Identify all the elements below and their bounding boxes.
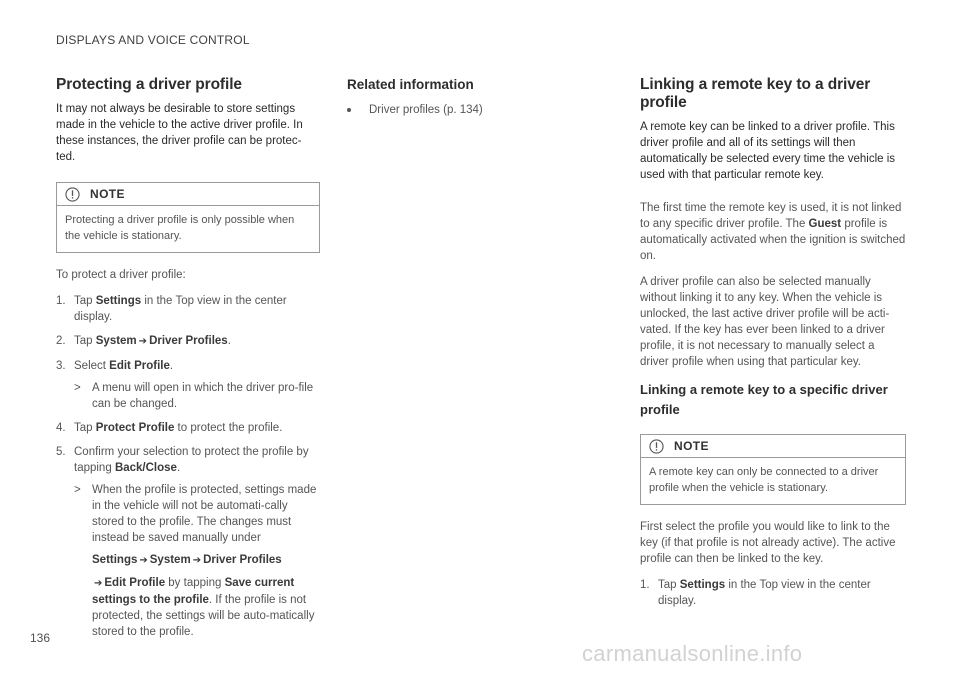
note-header [641, 435, 905, 458]
ui-term: Settings [92, 553, 138, 566]
step-text: . [227, 334, 231, 347]
page-number: 136 [30, 631, 51, 645]
step-text: Tap [658, 578, 680, 591]
note-title: NOTE [674, 439, 709, 454]
step-item [56, 420, 320, 436]
related-link[interactable]: Driver profiles (p. 134) [347, 102, 597, 118]
info-icon [65, 187, 80, 202]
step-text: . [176, 461, 181, 474]
ui-term: Back/Close [114, 461, 177, 474]
step-number: 5. [56, 445, 66, 458]
step-number: 1. [56, 294, 66, 307]
result-text: by tapping [165, 576, 225, 589]
body-text: The first time the remote key is used, it is not linked to any specific driver profile. The [640, 201, 902, 230]
step-number: 4. [56, 421, 66, 434]
body-paragraph: First select the profile you would like to link to the key (if that profile is not already active). The active profile can then be linked to the key. [640, 520, 896, 565]
step-text: Confirm your selection to protect the profile by tapping [74, 445, 309, 474]
column-related-information [347, 76, 597, 118]
result-marker: > [74, 483, 81, 496]
step-text: to protect the profile. [174, 421, 283, 434]
note-text: A remote key can only be connected to a driver profile when the vehicle is stationary. [649, 465, 879, 494]
watermark: carmanualsonline.info [582, 641, 803, 666]
step-text: . [169, 359, 174, 372]
ui-term: Driver Profiles [149, 334, 228, 347]
result-text: A menu will open in which the driver pro-file can be changed. [92, 381, 314, 410]
step-number: 1. [640, 578, 650, 591]
intro-paragraph: A remote key can be linked to a driver profile. This driver profile and all of its settings will then automatically be selected every time the vehicle is used with that particular remote key. [640, 120, 896, 181]
ui-term: Edit Profile [109, 359, 170, 372]
body-paragraph: A driver profile can also be selected manually without linking it to any key. When the vehicle is unlocked, the last active driver profile will be acti-vated. If the key has ever been linked to a driver profile, it is not necessary to manually select a driver profile when using that particular key. [640, 275, 890, 368]
result-text: When the profile is protected, settings made in the vehicle will not be automati-cally stored to the profile. The changes must instead be saved manually under [92, 483, 317, 544]
column-link-remote-key [640, 76, 906, 617]
arrow-icon: ➔ [192, 554, 202, 566]
step-text: Tap [74, 294, 96, 307]
note-title: NOTE [90, 187, 125, 202]
step-number: 3. [56, 359, 66, 372]
arrow-icon: ➔ [138, 335, 148, 347]
note-box [56, 182, 320, 253]
step-item [56, 444, 320, 640]
step-result [74, 482, 320, 640]
info-icon [649, 439, 664, 454]
intro-paragraph: It may not always be desirable to store settings made in the vehicle to the active driver profile. In these instances, the driver profile can be protec-ted. [56, 102, 303, 163]
note-header [57, 183, 319, 206]
related-list [347, 102, 597, 118]
related-title: Related information [347, 77, 474, 92]
result-text: . If the profile is not protected, the settings will be auto-matically stored to the profile. [92, 593, 315, 638]
menu-path-continued [92, 575, 320, 640]
arrow-icon: ➔ [94, 577, 103, 589]
steps-list [56, 293, 320, 640]
subsection-title: Linking a remote key to a specific driver profile [640, 381, 888, 417]
ui-term: System [149, 553, 191, 566]
step-text: in the Top view in the center display. [74, 294, 287, 323]
step-item [56, 293, 320, 325]
ui-term: Save current settings to the profile [92, 576, 295, 606]
step-text: Tap [74, 421, 96, 434]
step-item [56, 358, 320, 412]
ui-term: Guest [808, 217, 842, 230]
menu-path [92, 552, 320, 569]
note-box [640, 434, 906, 505]
body-paragraph [640, 200, 906, 264]
ui-term: System [95, 334, 137, 347]
section-title: Linking a remote key to a driver profile [640, 76, 871, 111]
running-header: DISPLAYS AND VOICE CONTROL [56, 33, 250, 47]
ui-term: Settings [95, 294, 142, 307]
body-text: profile is automatically activated when the ignition is switched on. [640, 217, 906, 262]
step-result [74, 380, 320, 412]
step-text: Tap [74, 334, 96, 347]
note-text: Protecting a driver profile is only possible when the vehicle is stationary. [65, 213, 295, 242]
step-number: 2. [56, 334, 66, 347]
section-title: Protecting a driver profile [56, 76, 242, 93]
result-marker: > [74, 381, 81, 394]
step-text: in the Top view in the center display. [658, 578, 871, 607]
arrow-icon: ➔ [139, 554, 148, 566]
step-text: Select [74, 359, 110, 372]
column-protect-profile [56, 76, 320, 648]
step-item [56, 333, 320, 350]
ui-term: Driver Profiles [203, 553, 282, 566]
steps-lead: To protect a driver profile: [56, 268, 186, 281]
ui-term: Protect Profile [95, 421, 175, 434]
ui-term: Settings [679, 578, 726, 591]
step-item [640, 577, 906, 609]
ui-term: Edit Profile [104, 576, 166, 589]
steps-list [640, 577, 906, 609]
